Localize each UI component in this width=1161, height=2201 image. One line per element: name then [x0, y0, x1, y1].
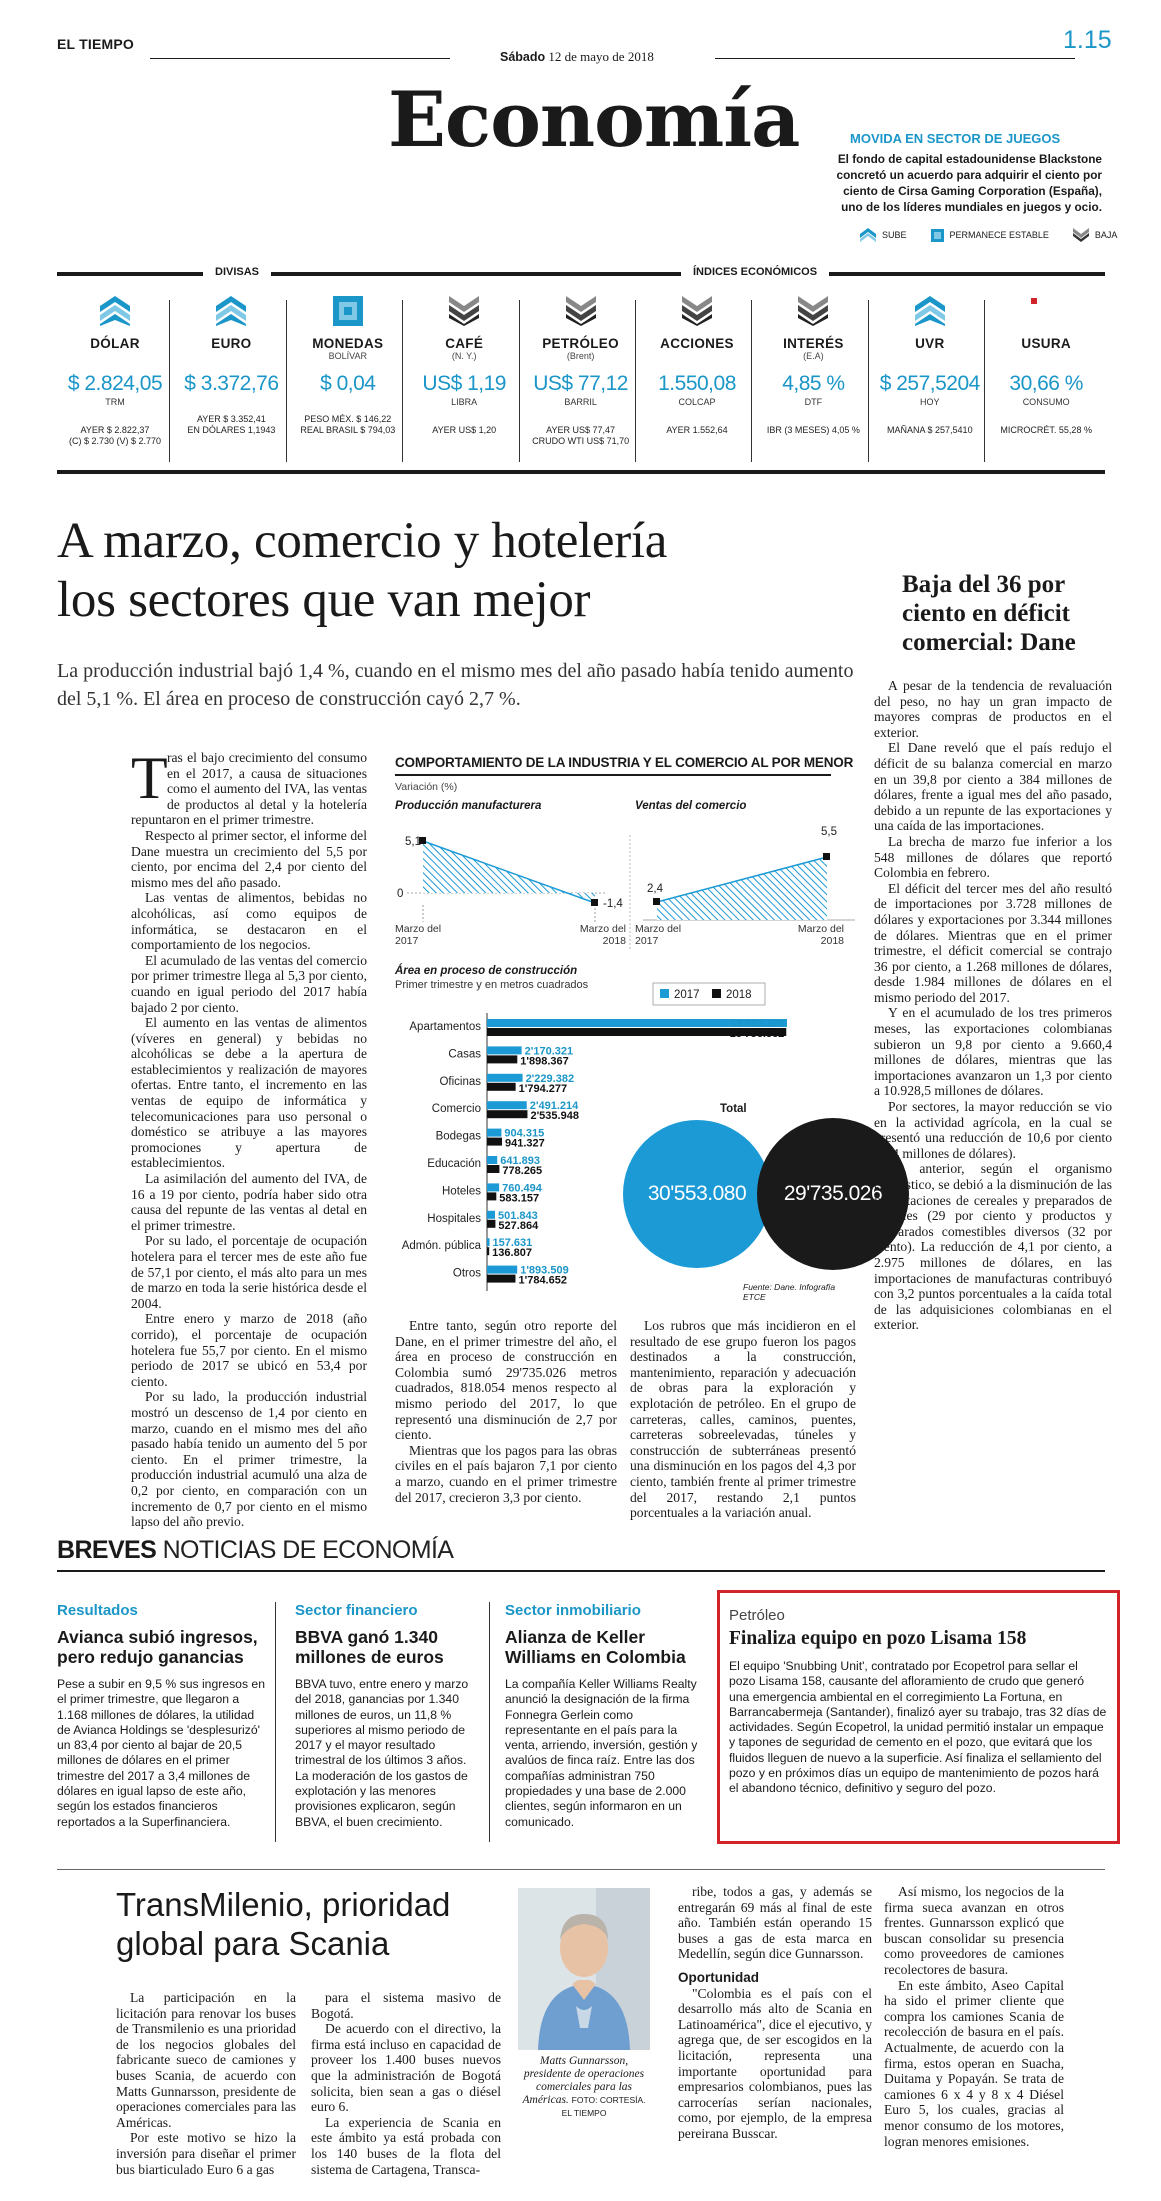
indicator-value: $ 257,5204	[879, 372, 980, 395]
right-end-marker	[823, 853, 830, 860]
trend-legend	[860, 228, 1117, 242]
paragraph: Entre enero y marzo de 2018 (año corrido), el porcentaje de ocupación hotelera fue 55,7 por ciento. En el mismo periodo de 2017 se ubicó en 53,4 por ciento.	[131, 1311, 367, 1389]
gunnarsson-photo	[518, 1888, 650, 2050]
indicator-ref-line: MAÑANA $ 257,5410	[887, 425, 973, 435]
page-number: 1.15	[1063, 26, 1112, 54]
legend-label-2017: 2017	[674, 989, 700, 1001]
bar-value-2018: 527.864	[498, 1219, 539, 1232]
breve-2-body: BBVA tuvo, entre enero y marzo del 2018, ganancias por 1.340 millones de euros, un 11,8 % superiores al mismo periodo de 2017 y el mayor resultado trimestral de los últimos 3 años. La moderación de los gastos de explotación y las menores provisiones explicaron, según BBVA, el buen crecimiento.	[295, 1677, 469, 1829]
baja-icon	[682, 296, 712, 326]
breve-sep-2	[489, 1602, 490, 1842]
indicator-ref	[986, 425, 1106, 436]
bar-category-label: Casas	[448, 1048, 481, 1061]
legend-down: BAJA	[1094, 230, 1118, 240]
indicator-acciones	[637, 296, 757, 436]
bar-value-2017: 1'893.509	[520, 1264, 569, 1277]
indicator-ref	[753, 425, 873, 436]
indicator-ref	[637, 425, 757, 436]
bar-2018	[487, 1055, 517, 1063]
portrait-illustration	[518, 1888, 650, 2050]
indicator-ref	[521, 425, 641, 447]
indicator-ref-line: EN DÓLARES 1,1943	[187, 425, 276, 435]
paragraph: Por este motivo se hizo la inversión para diseñar el primer bus biarticulado Euro 6 a gas	[116, 2130, 296, 2177]
bar-2017	[487, 1129, 501, 1137]
breve-4-body: El equipo 'Snubbing Unit', contratado por Ecopetrol para sellar el pozo Lisama 158, causante del afloramiento de crudo que generó una emergencia ambiental en el corregimiento La Fortuna, en Barrancabermeja (Santander), finalizó ayer su trabajo, tras 32 días de actividades. Según Ecopetrol, la unidad permitió instalar un empaque y tapones de seguridad de cemento en el pozo, que evitará que los fluidos lleguen de nuevo a la superficie. Así finaliza el sellamiento del pozo y en próximos días un equipo de mantenimiento de pozos hará el abandono técnico, definitivo y seguro del pozo.	[729, 1659, 1107, 1796]
indicator-value: $ 2.824,05	[67, 372, 163, 395]
main-headline-line-2: los sectores que van mejor	[57, 572, 591, 628]
paragraph: Entre tanto, según otro reporte del Dane, en el primer trimestre del año, el área en proceso de construcción en Colombia sumó 29'735.026 metros cuadrados, 818.054 menos respecto al mismo periodo del 2017, lo que representó una disminución de 2,7 por ciento.	[395, 1318, 617, 1443]
left-start-date: Marzo del 2017	[395, 923, 442, 947]
indicator-ref-line: AYER $ 3.352,41	[196, 414, 266, 424]
bar-value-2018: 2'535.948	[530, 1110, 579, 1123]
left-end-date: Marzo del 2018	[579, 923, 626, 947]
indicator-sub	[171, 351, 291, 362]
infographic-source: Fuente: Dane. Infografía ETCE	[743, 1282, 836, 1302]
indicator-separator	[751, 300, 752, 462]
bar-value-2018: 941.327	[505, 1137, 545, 1150]
bar-2018	[487, 1220, 495, 1228]
indicator-euro	[171, 296, 291, 436]
bar-value-2017: 641.893	[500, 1155, 541, 1167]
panel-right-title: Ventas del comercio	[635, 800, 747, 812]
bar-2017	[487, 1101, 527, 1109]
bar-category-label: Comercio	[431, 1103, 481, 1116]
total-label: Total	[720, 1103, 747, 1115]
indicator-monedas	[288, 296, 408, 436]
indicator-name: USURA	[1021, 336, 1071, 351]
paragraph: para el sistema masivo de Bogotá.	[311, 1990, 501, 2021]
bars-title: Área en proceso de construcción	[395, 965, 578, 977]
teaser-kicker: MOVIDA EN SECTOR DE JUEGOS	[850, 131, 1061, 146]
bar-category-label: Hoteles	[442, 1185, 481, 1198]
paragraph: El Dane reveló que el país redujo el déficit de su balanza comercial en marzo en un 39,8 por ciento a 384 millones de dólares, frente a igual mes del año pasado, debido a un repunte de las exportaciones y una caída de las importaciones.	[874, 740, 1112, 834]
bar-value-2017: 904.315	[504, 1127, 545, 1140]
indicator-ref	[288, 414, 408, 436]
paragraph: Por su lado, el porcentaje de ocupación hotelera para el tercer mes de este año fue de 57,1 por ciento, el más alto para un mes de marzo en toda la serie histórica desde el 2004.	[131, 1233, 367, 1311]
indicator-name: PETRÓLEO	[542, 336, 619, 351]
paragraph: La brecha de marzo fue inferior a los 548 millones de dólares que reportó Colombia en febrero.	[874, 833, 1112, 881]
indicator-ref-line: AYER 1.552,64	[666, 425, 728, 435]
paragraph: ras el bajo crecimiento del consumo en el 2017, a causa de situaciones como el aumento del IVA, las ventas de productos al detal y la hotelería repuntaron en el primer trimestre.	[131, 750, 367, 828]
indicator-unit: BARRIL	[564, 397, 597, 407]
sidebar-headline: Baja del 36 por ciento en déficit comercial: Dane	[902, 571, 1076, 656]
baja-icon	[449, 296, 479, 326]
indicator-sub	[637, 351, 757, 362]
paragraph: A pesar de la tendencia de revaluación del peso, no hay un gran impacto de mayores compras de productos en el exterior.	[874, 678, 1112, 740]
total-2017-value: 30'553.080	[647, 1182, 747, 1205]
scania-subhead: Oportunidad	[678, 1969, 759, 1985]
indicator-sub: (Brent)	[566, 351, 595, 361]
teaser-text: El fondo de capital estadounidense Blackstone concretó un acuerdo para adquirir el ciento por ciento de Cirsa Gaming Corporation (España), uno de los líderes mundiales en juegos y ocio.	[836, 152, 1102, 214]
paragraph: La experiencia de Scania en este ámbito ya está probada con los 140 buses de la flota del sistema de Cartagena, Transca-	[311, 2114, 501, 2177]
paragraph: El déficit del tercer mes del año resultó de importaciones por 3.728 millones de dólares y exportaciones por 3.344 millones de dólares. Mientras que en el primer trimestre, el déficit comercial se contrajo 36 por ciento, a 1.268 millones de dólares, desde 1.984 millones de dólares en el mismo periodo del 2017.	[874, 880, 1112, 1005]
date-line	[500, 49, 654, 65]
bar-value-2017: 2'170.321	[524, 1045, 574, 1058]
indicator-interés	[753, 296, 873, 436]
sube-icon	[100, 296, 130, 326]
breve-2-title: BBVA ganó 1.340 millones de euros	[295, 1627, 444, 1667]
breve-4-category: Petróleo	[729, 1607, 785, 1624]
indicator-value: $ 3.372,76	[184, 372, 279, 395]
panel-left-title: Producción manufacturera	[395, 800, 542, 812]
breve-1	[57, 1602, 265, 1830]
indicator-name: ACCIONES	[660, 336, 734, 351]
indicator-sub: (E.A)	[803, 351, 824, 361]
bar-value-2018: 1'794.277	[518, 1082, 568, 1095]
paragraph: De acuerdo con el directivo, la firma está incluso en capacidad de proveer los 1.400 buses nuevos que la administración de Bogotá solicita, bien sean a gas o diésel euro 6.	[311, 2021, 501, 2115]
indicator-value: 30,66 %	[1009, 372, 1083, 395]
header-rule-right	[715, 58, 1075, 59]
estable-icon	[333, 296, 363, 326]
indicator-dólar	[55, 296, 175, 447]
bar-2017	[487, 1074, 523, 1082]
infographic	[395, 755, 883, 1302]
indicator-usura	[986, 296, 1106, 436]
indicator-ref-line: AYER US$ 1,20	[432, 425, 497, 435]
indicator-sub	[986, 351, 1106, 362]
left-start-value: 5,1	[405, 836, 421, 848]
indicator-name: DÓLAR	[90, 336, 140, 351]
indicator-ref-line: CRUDO WTI US$ 71,70	[532, 436, 630, 446]
bar-category-label: Educación	[427, 1158, 481, 1170]
bar-2018	[487, 1138, 502, 1146]
indicator-name: INTERÉS	[783, 336, 844, 351]
date-rest: 12 de mayo de 2018	[548, 49, 654, 64]
bar-value-2017: 2'491.214	[529, 1100, 579, 1113]
paragraph: "Colombia es el país con el desarrollo más alto de Scania en Latinoamérica", dice el ejecutivo, y agrega que, de ser escogidos en la licitación, representa una importante oportunidad para empresarios colombianos, pues las carrocerías serían nacionales, como, por ejemplo, de la empresa pereirana Busscar.	[678, 1985, 872, 2141]
main-deck: La producción industrial bajó 1,4 %, cuando en el mismo mes del año pasado había tenido aumento del 5,1 %. El área en proceso de construcción cayó 2,7 %.	[57, 660, 854, 710]
breve-1-category: Resultados	[57, 1602, 138, 1619]
indicator-value: $ 0,04	[320, 372, 376, 395]
breve-3	[505, 1602, 700, 1830]
bar-value-2017: 760.494	[502, 1182, 542, 1195]
indicator-sub	[870, 351, 990, 362]
scania-headline-line-1: TransMilenio, prioridad	[116, 1886, 451, 1923]
indicator-name: EURO	[211, 336, 252, 351]
scania-col-1	[116, 1990, 296, 2177]
main-col-3	[630, 1318, 856, 1521]
bar-value-2018: 1'784.652	[518, 1274, 567, 1287]
paragraph: Por sectores, la mayor reducción se vio en la actividad agrícola, en la cual se presentó una reducción de 10,6 por ciento (574 millones de dólares).	[874, 1099, 1112, 1161]
main-col-2	[395, 1318, 617, 1505]
breves-label-bold: BREVES	[57, 1536, 157, 1564]
scania-headline	[116, 1885, 450, 1963]
paragraph: Por su lado, la producción industrial mostró un descenso de 1,4 por ciento en marzo, cuando en el mismo mes del año pasado había tenido un aumento del 5 por ciento. En el primer trimestre, la producción industrial acumuló una alza de 0,2 por ciento, en comparación con un incremento de 0,7 por ciento en el mismo lapso del año previo.	[131, 1389, 367, 1530]
photo-caption	[520, 2055, 648, 2120]
scania-col-2	[311, 1990, 501, 2177]
bar-value-2018: 778.265	[502, 1165, 543, 1177]
paragraph: Los rubros que más incidieron en el resultado de ese grupo fueron los pagos destinados a la construcción, mantenimiento, reparación y adecuación de obras para la exploración y explotación de petróleo. En el grupo de carreteras, calles, caminos, puentes, carreteras sobreelevadas, túneles y construcción de subterráneas presentó una disminución en los pagos del 4,3 por ciento, también frente al primer trimestre del 2017, restando 2,1 puntos porcentuales a la variación anual.	[630, 1318, 856, 1521]
indicator-ref-line: (C) $ 2.730 (V) $ 2.770	[68, 436, 162, 446]
indicator-separator	[169, 300, 170, 462]
paragraph: El aumento en las ventas de alimentos (víveres en general) y bebidas no alcohólicas se debe a la apertura de establecimientos y realización de mayores ofertas. Entre tanto, el incremento en las ventas de equipo de informática y telecomunicaciones para uso personal o doméstico se atribuye a las mayores promociones y apertura de establecimientos.	[131, 1015, 367, 1171]
bar-2018	[487, 1083, 516, 1091]
section-title: Economía	[388, 75, 800, 164]
date-day: Sábado	[500, 50, 546, 64]
legend-label-2018: 2018	[726, 989, 752, 1001]
bar-value-2018: 18'756.362	[729, 1028, 785, 1040]
paragraph: Así mismo, los negocios de la firma sueca avanzan en otros frentes. Gunnarsson explicó que buscan consolidar su presencia como proveedores de camiones recolectores de basura.	[884, 1884, 1064, 1977]
bar-category-label: Oficinas	[439, 1075, 481, 1088]
indicator-ref	[55, 425, 175, 447]
main-headline-line-1: A marzo, comercio y hotelería	[57, 513, 668, 569]
total-2017-circle	[623, 1120, 771, 1268]
bar-value-2017: 2'229.382	[525, 1072, 575, 1085]
paragraph: Respecto al primer sector, el informe del Dane muestra un crecimiento del 5,5 por ciento, por encima del 2,4 por ciento del mismo mes del año pasado.	[131, 827, 367, 890]
paragraph: La participación en la licitación para renovar los buses de Transmilenio es una prioridad de los negocios globales del fabricante sueco de camiones y buses Scania, de acuerdo con Matts Gunnarsson, presidente de operaciones comerciales para las Américas.	[116, 1990, 296, 2130]
baja-icon	[798, 296, 828, 326]
indicator-uvr	[870, 296, 990, 436]
right-start-marker	[653, 898, 660, 905]
scania-col-4	[884, 1884, 1064, 2149]
indicator-value: 1.550,08	[658, 372, 736, 395]
bar-value-2017: 501.843	[498, 1209, 538, 1222]
indicator-separator	[519, 300, 520, 462]
sidebar-body	[874, 678, 1112, 1333]
indicator-name: CAFÉ	[445, 336, 484, 351]
indicator-name: MONEDAS	[312, 336, 384, 351]
indicator-café	[404, 296, 524, 436]
indicator-separator	[402, 300, 403, 462]
legend-stable: PERMANECE ESTABLE	[949, 230, 1049, 240]
variation-label: Variación (%)	[395, 781, 458, 793]
bar-2017	[487, 1266, 517, 1274]
indicator-unit: HOY	[920, 397, 940, 407]
breve-2-category: Sector financiero	[295, 1602, 418, 1619]
infographic-title: COMPORTAMIENTO DE LA INDUSTRIA Y EL COMERCIO AL POR MENOR	[395, 755, 854, 770]
right-start-date: Marzo del 2017	[635, 923, 682, 947]
bar-2017	[487, 1238, 490, 1246]
legend-swatch-2017	[660, 989, 669, 998]
indicator-ref	[870, 425, 990, 436]
paragraph: Mientras que los pagos para las obras civiles en el país bajaron 7,1 por ciento a marzo, cuando en el primer trimestre del 2017, crecieron 3,3 por ciento.	[395, 1442, 617, 1505]
bar-2018	[487, 1110, 527, 1118]
indicator-separator	[868, 300, 869, 462]
label-divisas: DIVISAS	[203, 266, 271, 278]
bar-value-2018: 136.807	[492, 1247, 532, 1260]
indicator-unit: TRM	[105, 397, 125, 407]
bar-2017	[487, 1183, 499, 1191]
scania-col-3	[678, 1884, 872, 2142]
left-end-marker	[591, 899, 598, 906]
right-area	[657, 857, 827, 920]
indicator-ref-line: AYER US$ 77,47	[546, 425, 616, 435]
right-end-value: 5,5	[821, 826, 837, 838]
breve-3-title: Alianza de Keller Williams en Colombia	[505, 1627, 686, 1667]
paragraph: ribe, todos a gas, y además se entregarán 69 más al final de este año. También están operando 15 buses a gas de esta marca en Medellín, según dice Gunnarsson.	[678, 1884, 872, 1962]
estable-icon	[931, 229, 944, 242]
paragraph: Lo anterior, según el organismo estadístico, se debió a la disminución de las importaciones de cereales y preparados de cereales (29 por ciento y productos y preparados comestibles diversos (32 por ciento). La reducción de 4,1 por ciento, a 2.975 millones de dólares, en las importaciones de manufacturas contribuyó con 3,2 puntos porcentuales a la caída total de las adquisiciones colombianas en el exterior.	[874, 1161, 1112, 1333]
paragraph: El acumulado de las ventas del comercio por primer trimestre llega al 5,3 por ciento, cuando en igual periodo del 2017 había bajado 2 por ciento.	[131, 952, 367, 1015]
indicator-ref-line: IBR (3 MESES) 4,05 %	[766, 425, 860, 435]
indicator-unit: DTF	[804, 397, 823, 407]
indicator-ref	[171, 414, 291, 436]
photo-caption-name: Matts Gunnarsson, presidente de operaciones comerciales para las Américas.	[522, 2055, 645, 2106]
bar-2017	[487, 1211, 495, 1219]
indicator-separator	[286, 300, 287, 462]
paragraph: En este ámbito, Aseo Capital ha sido el primer cliente que compra los camiones Scania de recolección de basura en el país. Actualmente, de acuerdo con la firma, estos operan en Suacha, Duitama y Popayán. Se trata de camiones 6 x 4 y 8 x 4 Diésel Euro 5, los cuales, gracias al menor consumo de los motores, logran menores emisiones.	[884, 1977, 1064, 2149]
indicator-sub: BOLÍVAR	[328, 351, 367, 361]
main-col-1	[131, 745, 367, 1530]
sube-icon	[216, 296, 246, 326]
bars-subtitle: Primer trimestre y en metros cuadrados	[395, 979, 589, 991]
breve-2	[295, 1602, 479, 1830]
bar-category-label: Apartamentos	[409, 1021, 481, 1033]
total-2018-value: 29'735.026	[783, 1182, 883, 1205]
bar-category-label: Admón. pública	[401, 1240, 481, 1253]
paragraph: Y en el acumulado de los tres primeros meses, las exportaciones colombianas subieron un 9,8 por ciento a 9.660,4 millones de dólares, mientras que las importaciones avanzaron un 1,3 por ciento a 10.928,5 millones de dólares.	[874, 1005, 1112, 1099]
indicator-ref-line: AYER $ 2.822,37	[80, 425, 150, 435]
breves-label-light: NOTICIAS DE ECONOMÍA	[162, 1536, 454, 1564]
indicator-ref	[404, 425, 524, 436]
bar-2018	[487, 1275, 515, 1283]
bar-2017	[487, 1156, 497, 1164]
indicator-value: US$ 1,19	[422, 372, 506, 395]
indicator-petróleo	[521, 296, 641, 447]
indicator-ref-line: REAL BRASIL $ 794,03	[300, 425, 396, 435]
bar-value-2017: 18'802.478	[730, 1018, 785, 1030]
breves-rule	[57, 1570, 1105, 1572]
right-start-value: 2,4	[647, 883, 663, 895]
bar-category-label: Bodegas	[435, 1130, 481, 1143]
indicator-unit: CONSUMO	[1022, 397, 1070, 407]
scania-headline-line-2: global para Scania	[116, 1925, 390, 1962]
dropcap: T	[131, 745, 168, 811]
photo-credit: FOTO: CORTESÍA. EL TIEMPO	[561, 2095, 646, 2118]
indicator-unit: LIBRA	[451, 397, 478, 407]
breve-sep-1	[275, 1602, 276, 1842]
right-end-date: Marzo del 2018	[797, 923, 844, 947]
indicator-ref-line: PESO MÉX. $ 146,22	[304, 414, 392, 424]
baja-icon	[566, 296, 596, 326]
infographic-title-rule	[395, 774, 831, 776]
bar-2017	[487, 1046, 522, 1054]
label-indices: ÍNDICES ECONÓMICOS	[681, 266, 829, 278]
main-headline	[57, 512, 667, 630]
bar-category-label: Hospitales	[427, 1212, 481, 1225]
sube-icon	[915, 296, 945, 326]
indicator-sub	[55, 351, 175, 362]
indicator-separator	[984, 300, 985, 462]
breves-bottom-rule	[57, 1869, 1105, 1870]
bar-2018	[487, 1165, 499, 1173]
indicator-separator	[635, 300, 636, 462]
indicator-name: UVR	[915, 336, 945, 351]
breve-1-title: Avianca subió ingresos, pero redujo ganancias	[57, 1627, 258, 1667]
bar-value-2018: 1'898.367	[520, 1055, 569, 1068]
legend-swatch-2018	[712, 989, 721, 998]
indicator-value: 4,85 %	[782, 372, 845, 395]
header-rule-left	[150, 58, 450, 59]
indicator-value: US$ 77,12	[533, 372, 628, 395]
newspaper-name: EL TIEMPO	[57, 36, 134, 52]
breve-4-title: Finaliza equipo en pozo Lisama 158	[729, 1628, 1027, 1649]
breve-1-body: Pese a subir en 9,5 % sus ingresos en el primer trimestre, que llegaron a 1.168 millones de dólares, la utilidad de Avianca Holdings se 'desplesurizó' un 83,4 por ciento al bajar de 20,5 millones de dólares en el primer trimestre del 2017 a 3,4 millones de dólares en igual lapso de este año, según los estados financieros reportados a la Superfinanciera.	[57, 1677, 265, 1829]
indicator-sub: (N. Y.)	[451, 351, 477, 361]
breve-3-body: La compañía Keller Williams Realty anunció la designación de la firma Fonnegra Gerlein como representante en el país para la venta, arriendo, inversión, gestión y avalúos de finca raíz. Entre las dos compañías administran 750 propiedades y una base de 2.000 clientes, según informaron en un comunicado.	[505, 1677, 698, 1829]
legend-up: SUBE	[882, 230, 907, 240]
breve-4-highlight-box[interactable]	[717, 1590, 1120, 1844]
baja-icon	[1073, 228, 1089, 242]
bar-category-label: Otros	[452, 1267, 481, 1280]
bar-value-2018: 583.157	[499, 1192, 540, 1205]
indicator-ref-line: MICROCRÉT. 55,28 %	[1000, 425, 1092, 435]
indicators-bottom-rule	[57, 470, 1105, 474]
paragraph: Las ventas de alimentos, bebidas no alcohólicas, así como equipos de informática, se destacaron en el comportamiento de los negocios.	[131, 890, 367, 953]
bar-2018	[487, 1247, 489, 1255]
breve-3-category: Sector inmobiliario	[505, 1602, 641, 1619]
breves-header	[57, 1536, 453, 1565]
sube-icon	[860, 228, 876, 242]
left-zero-label: 0	[397, 888, 404, 900]
bar-value-2017: 157.631	[492, 1237, 533, 1250]
bar-2018	[487, 1192, 496, 1200]
paragraph: La asimilación del aumento del IVA, de 16 a 19 por ciento, podría haber sido otra causa del repunte de las ventas al detal en el primer trimestre.	[131, 1171, 367, 1233]
indicator-unit: COLCAP	[678, 397, 716, 407]
baja-icon	[1031, 296, 1061, 326]
left-end-value: -1,4	[603, 898, 623, 910]
